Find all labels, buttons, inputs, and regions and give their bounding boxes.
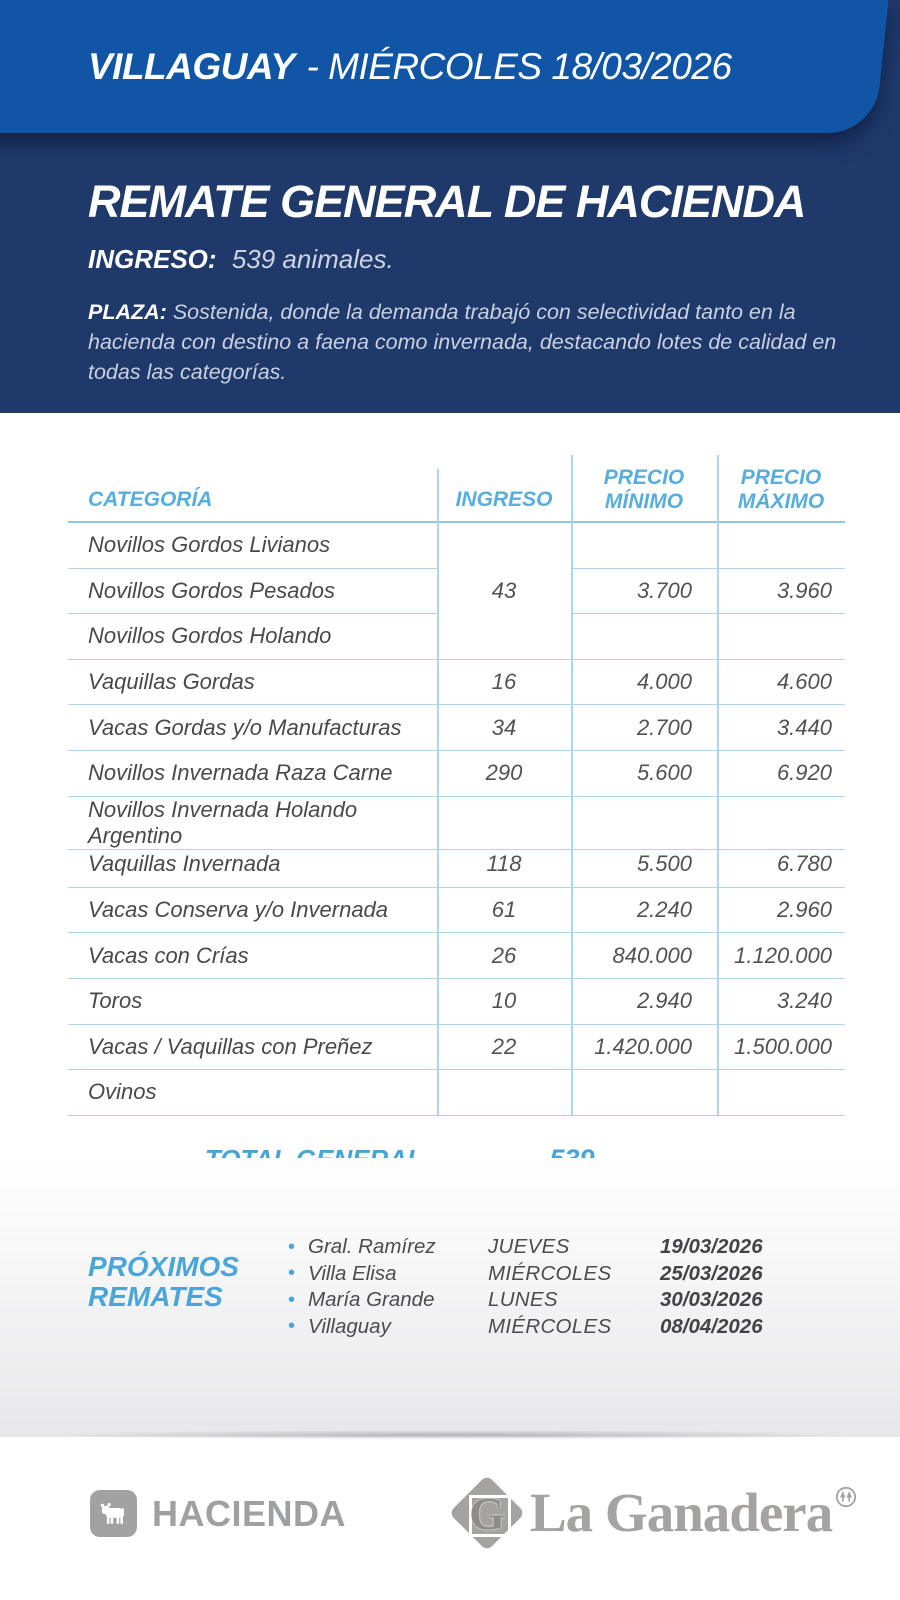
min-cell [571, 523, 717, 569]
ingreso-cell: 22 [437, 1025, 571, 1071]
min-cell: 5.500 [571, 842, 717, 888]
ingreso-value: 539 animales. [231, 244, 394, 274]
proximos-title-line2: REMATES [88, 1281, 223, 1312]
table-row [68, 1025, 845, 1071]
max-cell: 3.960 [717, 569, 845, 615]
auction-place [288, 1288, 488, 1312]
la-ganadera-logo [452, 1478, 857, 1548]
precio-max-line2: MÁXIMO [737, 490, 825, 513]
place-name: Villa Elisa [308, 1261, 397, 1285]
max-cell: 2.960 [717, 888, 845, 934]
hacienda-label: HACIENDA [152, 1492, 347, 1534]
place-name: Gral. Ramírez [308, 1235, 436, 1259]
auction-day: JUEVES [488, 1235, 570, 1259]
hacienda-logo [90, 1490, 346, 1537]
page-title: REMATE GENERAL DE HACIENDA [88, 176, 806, 227]
brand-initial: G [469, 1487, 505, 1539]
col-header-precio-maximo [717, 455, 845, 523]
ingreso-cell: 16 [437, 660, 571, 706]
min-cell [571, 614, 717, 660]
bullet-icon: • [288, 1235, 296, 1258]
auction-place [288, 1235, 488, 1259]
min-cell: 2.940 [571, 979, 717, 1025]
hero-section [0, 0, 900, 413]
category-cell: Vaquillas Gordas [68, 660, 437, 706]
plaza-text: Sostenida, donde la demanda trabajó con selectividad tanto en la hacienda con destino a faena como invernada, destacando lotes de calidad en todas las categorías. [88, 300, 837, 384]
proximos-title-line1: PRÓXIMOS [88, 1251, 239, 1282]
auction-day: LUNES [488, 1288, 558, 1312]
bullet-icon: • [288, 1262, 296, 1285]
list-item [288, 1234, 763, 1261]
min-cell: 2.240 [571, 888, 717, 934]
col-header-categoria: CATEGORÍA [68, 455, 437, 523]
min-cell: 840.000 [571, 933, 717, 979]
max-cell: 6.780 [717, 842, 845, 888]
category-cell: Ovinos [68, 1070, 437, 1116]
category-cell: Vaquillas Invernada [68, 842, 437, 888]
table-row [68, 569, 845, 615]
table-row [68, 523, 845, 569]
category-cell: Novillos Gordos Pesados [68, 569, 437, 615]
max-cell: 4.600 [717, 660, 845, 706]
col-header-ingreso: INGRESO [437, 455, 571, 523]
cow-icon [90, 1490, 137, 1537]
auction-day: MIÉRCOLES [488, 1261, 612, 1285]
min-cell: 4.000 [571, 660, 717, 706]
ingreso-cell: 290 [437, 751, 571, 797]
plaza-paragraph [88, 297, 856, 387]
table-row [68, 660, 845, 706]
ingreso-line [88, 244, 394, 275]
table-row [68, 705, 845, 751]
proximos-remates-title [88, 1252, 239, 1312]
ingreso-cell-merged: 43 [491, 578, 517, 604]
bullet-icon: • [288, 1315, 296, 1338]
proximos-remates-list [288, 1234, 763, 1340]
category-cell: Novillos Invernada Holando Argentino [68, 797, 437, 850]
column-divider-ingreso [437, 469, 439, 1116]
category-cell: Vacas con Crías [68, 933, 437, 979]
category-cell: Toros [68, 979, 437, 1025]
auction-date: - MIÉRCOLES 18/03/2026 [306, 45, 732, 87]
place-name: María Grande [308, 1288, 435, 1312]
max-cell [717, 1070, 845, 1116]
category-cell: Novillos Invernada Raza Carne [68, 751, 437, 797]
table-row [68, 796, 845, 848]
auction-place [288, 1262, 488, 1286]
auction-date: 19/03/2026 [660, 1235, 763, 1259]
ingreso-cell: 34 [437, 705, 571, 751]
max-cell: 1.500.000 [717, 1025, 845, 1071]
auction-date: 25/03/2026 [660, 1261, 763, 1285]
cow-silhouette [96, 1496, 132, 1532]
table-row [68, 1070, 845, 1116]
ingreso-cell: 61 [437, 888, 571, 934]
max-cell: 6.920 [717, 751, 845, 797]
ingreso-cell [437, 523, 571, 569]
table-row [68, 979, 845, 1025]
col-header-precio-minimo [571, 455, 717, 523]
table-row [68, 614, 845, 660]
column-divider-max [717, 455, 719, 1116]
category-cell: Vacas Gordas y/o Manufacturas [68, 705, 437, 751]
min-cell: 1.420.000 [571, 1025, 717, 1071]
ingreso-cell: 118 [437, 842, 571, 888]
location-name: VILLAGUAY [88, 45, 295, 87]
precio-min-line1: PRECIO [603, 466, 685, 489]
precio-min-line2: MÍNIMO [604, 490, 684, 513]
max-cell [717, 614, 845, 660]
table-header-row [68, 455, 845, 523]
bullet-icon: • [288, 1288, 296, 1311]
auction-place [288, 1315, 488, 1339]
plaza-label: PLAZA: [88, 300, 167, 324]
la-ganadera-diamond-icon [452, 1478, 522, 1548]
auction-date: 30/03/2026 [660, 1288, 763, 1312]
list-item [288, 1261, 763, 1288]
max-cell: 3.440 [717, 705, 845, 751]
auction-day: MIÉRCOLES [488, 1314, 612, 1338]
category-cell: Vacas Conserva y/o Invernada [68, 888, 437, 934]
table-row [68, 933, 845, 979]
ingreso-cell: 26 [437, 933, 571, 979]
auction-date: 08/04/2026 [660, 1314, 763, 1338]
category-cell: Vacas / Vaquillas con Preñez [68, 1025, 437, 1071]
column-divider-min [571, 455, 573, 1116]
category-cell: Novillos Gordos Livianos [68, 523, 437, 569]
table-row [68, 751, 845, 797]
precio-max-line1: PRECIO [740, 466, 822, 489]
ingreso-label: INGRESO: [88, 244, 217, 274]
list-item [288, 1314, 763, 1341]
max-cell: 1.120.000 [717, 933, 845, 979]
location-date-title [88, 0, 732, 133]
min-cell [571, 1070, 717, 1116]
list-item [288, 1287, 763, 1314]
min-cell: 3.700 [571, 569, 717, 615]
category-cell: Novillos Gordos Holando [68, 614, 437, 660]
ingreso-cell [437, 1070, 571, 1116]
table-row [68, 842, 845, 888]
prices-table [68, 455, 845, 1116]
brand-wordmark: La Ganadera [530, 1482, 833, 1543]
ingreso-cell [437, 614, 571, 660]
max-cell: 3.240 [717, 979, 845, 1025]
ingreso-cell: 10 [437, 979, 571, 1025]
place-name: Villaguay [308, 1314, 391, 1338]
trees-badge-icon [835, 1486, 857, 1513]
table-row [68, 888, 845, 934]
max-cell [717, 523, 845, 569]
min-cell: 5.600 [571, 751, 717, 797]
min-cell: 2.700 [571, 705, 717, 751]
